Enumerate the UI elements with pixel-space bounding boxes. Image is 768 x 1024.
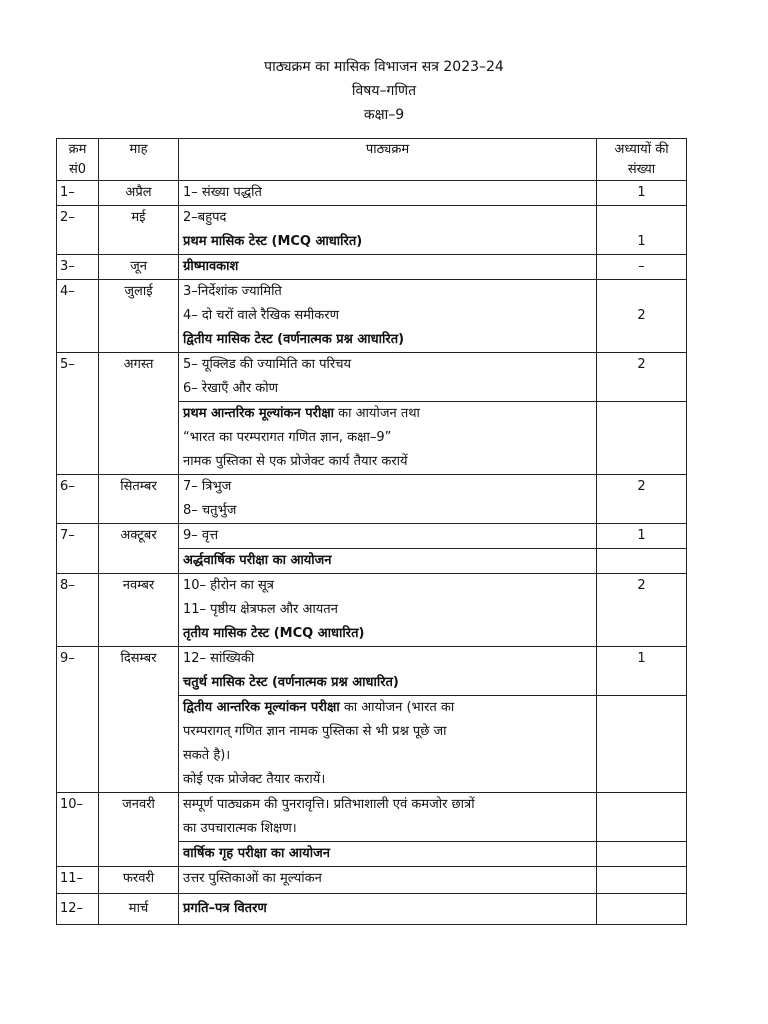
syllabus-table [56, 138, 687, 925]
table-row [57, 524, 687, 549]
month-cell: अक्टूबर [99, 524, 179, 574]
serial-cell: 1– [57, 181, 99, 206]
month-cell: मई [99, 206, 179, 255]
month-cell: दिसम्बर [99, 647, 179, 793]
table-row [57, 894, 687, 925]
count-cell: 2 [597, 574, 687, 647]
table-row [57, 793, 687, 842]
header-chapter-count: अध्यायों की संख्या [597, 139, 687, 181]
serial-cell: 3– [57, 255, 99, 280]
count-cell [597, 867, 687, 894]
syllabus-cell: 3–निर्देशांक ज्यामिति 4– दो चरों वाले रैखिक समीकरण द्वितीय मासिक टेस्ट (वर्णनात्मक प्रश्न आधारित) [179, 280, 597, 353]
count-cell: – [597, 255, 687, 280]
month-cell: जुलाई [99, 280, 179, 353]
serial-cell: 12– [57, 894, 99, 925]
serial-cell: 8– [57, 574, 99, 647]
assessment-cell: अर्द्धवार्षिक परीक्षा का आयोजन [179, 549, 597, 574]
table-header-row [57, 139, 687, 181]
count-cell [597, 894, 687, 925]
count-cell: 1 [597, 524, 687, 549]
assessment-cell: द्वितीय आन्तरिक मूल्यांकन परीक्षा का आयोजन (भारत का परम्परागत् गणित ज्ञान नामक पुस्तिका से भी प्रश्न पूछे जा सकते है)। कोई एक प्रोजेक्ट तैयार करायें। [179, 696, 597, 793]
month-cell: अगस्त [99, 353, 179, 475]
count-cell: 1 [597, 647, 687, 696]
assessment-cell: प्रथम आन्तरिक मूल्यांकन परीक्षा का आयोजन तथा “भारत का परम्परागत गणित ज्ञान, कक्षा–9” नामक पुस्तिका से एक प्रोजेक्ट कार्य तैयार करायें [179, 402, 597, 475]
syllabus-cell: ग्रीष्मावकाश [179, 255, 597, 280]
syllabus-cell: 1– संख्या पद्धति [179, 181, 597, 206]
table-row [57, 867, 687, 894]
header-serial: क्रम सं0 [57, 139, 99, 181]
table-row [57, 475, 687, 524]
month-cell: नवम्बर [99, 574, 179, 647]
subject-heading: विषय–गणित [351, 83, 417, 99]
syllabus-cell: 12– सांख्यिकी चतुर्थ मासिक टेस्ट (वर्णनात्मक प्रश्न आधारित) [179, 647, 597, 696]
table-row [57, 255, 687, 280]
count-cell: 2 [597, 475, 687, 524]
month-cell: मार्च [99, 894, 179, 925]
assessment-cell: वार्षिक गृह परीक्षा का आयोजन [179, 842, 597, 867]
serial-cell: 5– [57, 353, 99, 475]
syllabus-cell: उत्तर पुस्तिकाओं का मूल्यांकन [179, 867, 597, 894]
serial-cell: 2– [57, 206, 99, 255]
syllabus-cell: 7– त्रिभुज 8– चतुर्भुज [179, 475, 597, 524]
table-row [57, 647, 687, 696]
count-cell-empty [597, 402, 687, 475]
table-row [57, 353, 687, 402]
count-cell: 2 [597, 280, 687, 353]
count-cell-empty [597, 549, 687, 574]
syllabus-cell: प्रगति–पत्र वितरण [179, 894, 597, 925]
count-cell: 1 [597, 206, 687, 255]
count-cell-empty [597, 696, 687, 793]
serial-cell: 10– [57, 793, 99, 867]
count-cell: 1 [597, 181, 687, 206]
table-row [57, 181, 687, 206]
serial-cell: 7– [57, 524, 99, 574]
syllabus-cell: सम्पूर्ण पाठ्यक्रम की पुनरावृत्ति। प्रतिभाशाली एवं कमजोर छात्रों का उपचारात्मक शिक्षण। [179, 793, 597, 842]
count-cell [597, 793, 687, 842]
syllabus-cell: 2–बहुपद प्रथम मासिक टेस्ट (MCQ आधारित) [179, 206, 597, 255]
serial-cell: 6– [57, 475, 99, 524]
table-row [57, 280, 687, 353]
month-cell: अप्रैल [99, 181, 179, 206]
syllabus-cell: 10– हीरोन का सूत्र 11– पृष्ठीय क्षेत्रफल और आयतन तृतीय मासिक टेस्ट (MCQ आधारित) [179, 574, 597, 647]
month-cell: सितम्बर [99, 475, 179, 524]
serial-cell: 11– [57, 867, 99, 894]
page-title: पाठ्यक्रम का मासिक विभाजन सत्र 2023–24 [264, 59, 504, 75]
header-syllabus: पाठ्यक्रम [179, 139, 597, 181]
class-heading: कक्षा–9 [363, 107, 405, 123]
month-cell: जून [99, 255, 179, 280]
table-row [57, 206, 687, 255]
month-cell: जनवरी [99, 793, 179, 867]
table-row [57, 574, 687, 647]
header-month: माह [99, 139, 179, 181]
count-cell: 2 [597, 353, 687, 402]
serial-cell: 9– [57, 647, 99, 793]
syllabus-cell: 9– वृत्त [179, 524, 597, 549]
syllabus-cell: 5– यूक्लिड की ज्यामिति का परिचय 6– रेखाएँ और कोण [179, 353, 597, 402]
month-cell: फरवरी [99, 867, 179, 894]
count-cell-empty [597, 842, 687, 867]
serial-cell: 4– [57, 280, 99, 353]
